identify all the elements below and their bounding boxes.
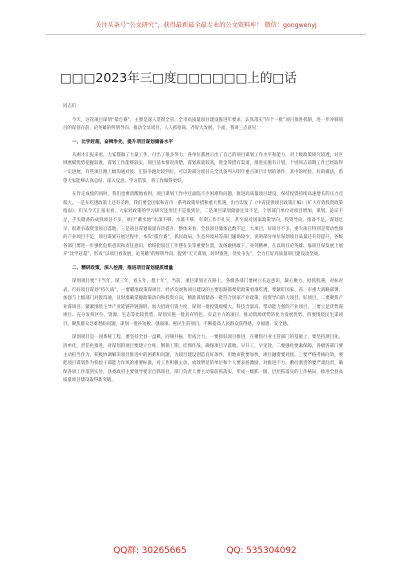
greeting: 同志们： [63,104,81,109]
body-paragraph: 谋划项目是一项系统工程，要坚持全县一盘棋，同频共振，形成合力，一要抓好项目推进，在聚焦行业主管部门的基础上，要坚持项目化、清单化、责任化推进，对谋划的项目要建立台账、倒排工期、挂图作战，确保项目早落地、早开工、早见效，二要强化要素保障，各级各部门要主动担当作为，积极协调解决项目推进中的困难和问题，为项目建设创造良好条件，用地审批要加快，项目融资要对接。三要严格考核问效。要把项目谋划作为检验干部能力作风的重要标准，对工作积极主动、成效明显的单位和个人要表扬激励，对推进不力、敷衍塞责的要严肃问责，确保各项工作落到实处，县委政府主要领导要亲自抓项目，部门负责人要主动靠前抓落实，形成一级抓一级、层层抓落实的工作格局，推进全县高质量项目建设取得新突破。 [63,335,343,384]
footer-qq-group: QQ群: 30265665 [113,546,187,556]
document-title: □□□2023年三□度□□□□□□上的□话 [60,70,297,85]
footer-qq: QQ: 535304092 [226,546,297,556]
body-paragraph: 谋划项目要“干当年，谋三年，看五年，想十年”，当前，项目谋划正在路上，各级各部门要树立长远意识，凝心聚力，抢抓机遇，对标对表，打好项目谋划“持久战”，一要瞄准政策谋项目。经济发展和项目建设的主要思路都要把政策看准吃透，要紧盯国家、省、市重大战略部署，加强与上级部门对接沟通，及时准确掌握政策动向和投资方向，精准谋划储备一批符合国家产业政策、投资导向的大项目、好项目，二要聚焦产业谋项目，紧紧围绕主导产业延链补链强链，加大招商引资力度，谋划一批投资规模大、科技含量高、带动能力强的产业项目，三要立足优势谋项目。充分发挥区位、资源、生态等比较优势，谋划实施一批具有特色、有竞争力的项目，推动资源优势转化为发展优势，四要围绕民生谋项目。聚焦群众急难愁盼问题，谋划一批补短板、强弱项、惠民生的项目，不断提高人民群众获得感、幸福感、安全感。 [63,278,343,327]
body-paragraph: 从刚才汇报来看，大家都做了大量工作，付出了很多努力，各单位都展示出了自己的项目谋划工作水平和能力，对上级政策研究较透，对区域禀赋优势把握较准，谋划工作能够较实，项目基本情况清楚，谋划质量较高，资金筹措有渠道，推进实施有计划，个别同志前期工作已经取得一定进展，有些项目跑上级沟通对接、汇报争跑比较到位，可以说部分项目完全具备列入明年重点项目计划的条件，其中的经验、好的做法，希望大家能够认真总结、深入反思，学习借鉴，将工作做得更好。 [63,152,343,184]
top-banner: 关注头条号“公文研究”，获得最新最全最专业的公文资料库！ 微信：gongwenyj [46,20,366,35]
body-paragraph: 今天，这次项目谋划“擂台赛”，主要是深入贯彻全省、全市高质量项目建设推进年要求，认真落实“四个一批”项目推进机制，进一步冲刺项目的谋划在前，论英雄的鲜明导向，推动全员项目、人人抓招商，齐促大发展。下面，我讲三点意见： [63,117,343,132]
section-heading: 一、比学赶超，奋楫争先，提升项目谋划储备水平 [72,139,174,145]
footer [40,544,370,558]
paragraph-list [63,117,343,386]
section-heading: 二、精研政策，深入挖潜，推进项目谋划提质增量 [72,265,174,271]
body-paragraph: 在肯定成绩的同时，我们也要清醒地看到，项目谋划工作中还面临不少困难和问题，推进高质量项目建设，保持投资持续高速增长的压力还很大。一是在吃透政策上还有差距，我们要全国家和省市一系列政策举措和重大机遇，出台印发了《中省提供项目政策汇编》《扩大有效投资政策指南》，但从今天汇报来看，大家对政策的学习研究还用还不是很到位，二是项目谋划储备还显不足，个别部门单位对项目增加，谋划、论证不足，手头储备的成熟项目不多，项目“蓄水池”水深不够，水量不够，有期工作不扎实，甚至面对国家政策导向，投资导向，推备不足，谋划过早，很难争取资金项目落地，三是项目谋划质量有待提升，整体来看，全县项目储备总数不足，大项目，好项目不多，重大项目特别是带动性强的产业项目不足，项目谋划开展过程中，本次“擂台赛”，抓民政局，生态环境局等部门辅助较少，说明部分单位谋划项目质量还有待提升，各级各部门要进一步强化危机意识和责任意识，始终把项目工作摆在头等重要位置，发扬敢拼敢干、亮剑精神，在以项目论英雄、靠项目谋发展上展开“比学赶超”，形成“以项目看发展，论英雄”的鲜明导向，提到“天天谋划，时时推进，处处争先”，全力打好高质量项目建设攻坚战。 [63,192,343,258]
document-body [63,103,343,391]
